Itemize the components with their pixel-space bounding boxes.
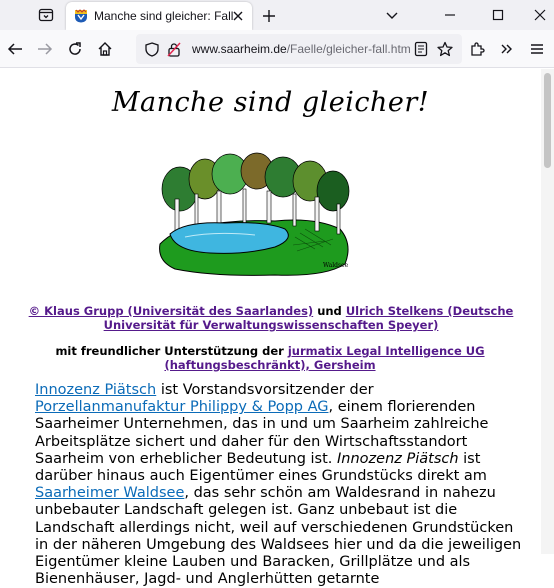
- tab-list-icon[interactable]: [36, 6, 56, 24]
- shield-icon[interactable]: [144, 41, 160, 57]
- authors-conjunction: und: [317, 304, 342, 318]
- support-line: [40, 344, 500, 372]
- forward-arrow-icon[interactable]: [36, 40, 54, 58]
- minimize-icon[interactable]: [440, 6, 460, 24]
- paragraph-text-3: ist darüber hinaus auch Eigentümer eines Grundstücks direkt am: [35, 450, 487, 485]
- url-domain: www.saarheim.de: [192, 42, 287, 56]
- bookmark-star-icon[interactable]: [436, 40, 454, 58]
- page-headline: Manche sind gleicher!: [111, 87, 430, 118]
- browser-tab-active[interactable]: [66, 2, 252, 30]
- link-porzellanmanufaktur[interactable]: Porzellanmanufaktur Philippy & Popp AG: [35, 399, 329, 416]
- reload-icon[interactable]: [66, 40, 84, 58]
- overflow-chevron-icon[interactable]: [498, 40, 516, 58]
- url-text[interactable]: [192, 42, 411, 56]
- author-link-grupp[interactable]: © Klaus Grupp (Universität des Saarlandes): [28, 304, 314, 318]
- paragraph-text-1: ist Vorstandsvorsitzender der: [156, 382, 374, 398]
- waldsee-illustration: [155, 149, 355, 279]
- navigation-toolbar: [0, 30, 554, 68]
- authors-line: [4, 304, 538, 332]
- italic-innozenz-piaetsch: Innozenz Piätsch: [337, 450, 459, 467]
- extensions-icon[interactable]: [468, 40, 486, 58]
- illustration-caption: Waldsee: [323, 262, 349, 269]
- link-innozenz-piaetsch[interactable]: Innozenz Piätsch: [35, 382, 157, 398]
- tab-close-icon[interactable]: [230, 8, 246, 24]
- url-path: /Faelle/gleicher-fall.htm: [286, 42, 411, 56]
- maximize-icon[interactable]: [488, 6, 508, 24]
- vertical-scrollbar[interactable]: [541, 69, 554, 554]
- link-saarheimer-waldsee[interactable]: Saarheimer Waldsee: [35, 485, 185, 502]
- tab-title: Manche sind gleicher: Fall: [94, 9, 234, 23]
- reader-view-icon[interactable]: [412, 40, 430, 58]
- list-all-tabs-chevron-icon[interactable]: [382, 6, 402, 24]
- paragraph-text-2: , einem florierenden Saarheimer Unternehmen, das in und um Saarheim zahlreiche Arbeitsplätze sichert und daher für den Wirtschaftsstandort Saarheim von erheblicher Bedeutung ist.: [35, 399, 489, 467]
- close-window-icon[interactable]: [530, 6, 550, 24]
- insecure-lock-icon[interactable]: [166, 41, 182, 57]
- saarheim-favicon-icon: [74, 9, 88, 23]
- back-arrow-icon[interactable]: [6, 40, 24, 58]
- page-content: [0, 69, 541, 588]
- paragraph-text-4: , das sehr schön am Waldesrand in nahezu unbebauter Landschaft gelegen ist. Ganz unbebaut ist die Landschaft allerdings nicht, weil auf verschiedenen Grundstücken in der näheren Umgebung des Waldsees hier und da die jeweiligen Eigentümer kleine Lauben und Baracken, Grillplätze und als Bienenhäuser, Jagd- und Anglerhütten getarnte: [35, 485, 522, 588]
- scrollbar-thumb[interactable]: [544, 73, 551, 168]
- support-prefix: mit freundlicher Unterstützung der: [55, 344, 284, 358]
- home-icon[interactable]: [96, 40, 114, 58]
- new-tab-plus-icon[interactable]: [260, 7, 278, 25]
- case-paragraph: [35, 382, 525, 588]
- hamburger-menu-icon[interactable]: [528, 40, 546, 58]
- tab-strip: [0, 0, 554, 30]
- sponsor-link-jurmatix[interactable]: jurmatix Legal Intelligence UG (haftungsbeschränkt), Gersheim: [164, 344, 485, 372]
- author-link-stelkens[interactable]: Ulrich Stelkens (Deutsche Universität für Verwaltungswissenschaften Speyer): [103, 304, 514, 332]
